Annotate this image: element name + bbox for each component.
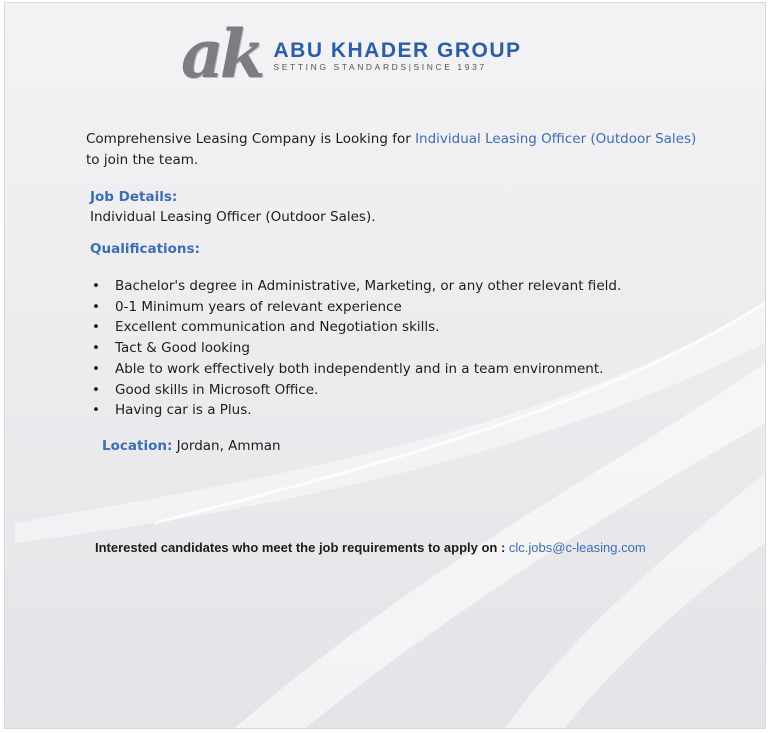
qualification-item [86,400,706,421]
qualification-item [86,338,706,359]
job-details-heading: Job Details: [90,189,178,205]
qualification-text: Excellent communication and Negotiation skills. [115,319,440,336]
job-posting-page [4,2,766,729]
qualifications-list [86,276,706,421]
location-value: Jordan, Amman [172,437,281,454]
bullet-icon: • [92,340,100,357]
qualification-text: Able to work effectively both independently and in a team environment. [115,360,604,377]
intro-position: Individual Leasing Officer (Outdoor Sales) [415,131,697,147]
qualification-text: Tact & Good looking [115,340,250,357]
intro-prefix: Comprehensive Leasing Company is Looking for [86,131,416,147]
qualifications-heading: Qualifications: [90,241,200,257]
bullet-icon: • [92,319,100,336]
qualification-text: Bachelor's degree in Administrative, Marketing, or any other relevant field. [115,278,622,294]
qualification-text: Good skills in Microsoft Office. [115,381,319,398]
qualification-text: Having car is a Plus. [115,402,252,419]
company-logo [181,15,522,93]
bullet-icon: • [92,298,100,315]
bullet-icon: • [92,402,100,419]
qualification-item [86,359,706,380]
location-label: Location: [102,437,173,454]
job-details-text: Individual Leasing Officer (Outdoor Sales). [90,209,376,225]
intro-paragraph [86,129,706,171]
apply-email-link[interactable]: clc.jobs@c-leasing.com [508,540,646,555]
qualification-item [86,317,706,338]
bullet-icon: • [92,278,100,294]
logo-wordmark [274,40,522,72]
bullet-icon: • [92,360,100,377]
company-name: ABU KHADER GROUP [273,39,522,62]
apply-line [95,540,646,555]
location-line [102,436,706,456]
apply-text: Interested candidates who meet the job requirements to apply on : [95,540,506,555]
qualification-item [86,380,706,401]
posting-body [86,129,706,456]
qualification-item [86,276,706,297]
intro-suffix: to join the team. [86,152,199,168]
qualification-item [86,297,706,318]
company-tagline: SETTING STANDARDS|SINCE 1937 [273,62,487,72]
bullet-icon: • [92,381,100,398]
logo-mark: ak [181,15,262,93]
qualification-text: 0-1 Minimum years of relevant experience [115,298,402,315]
